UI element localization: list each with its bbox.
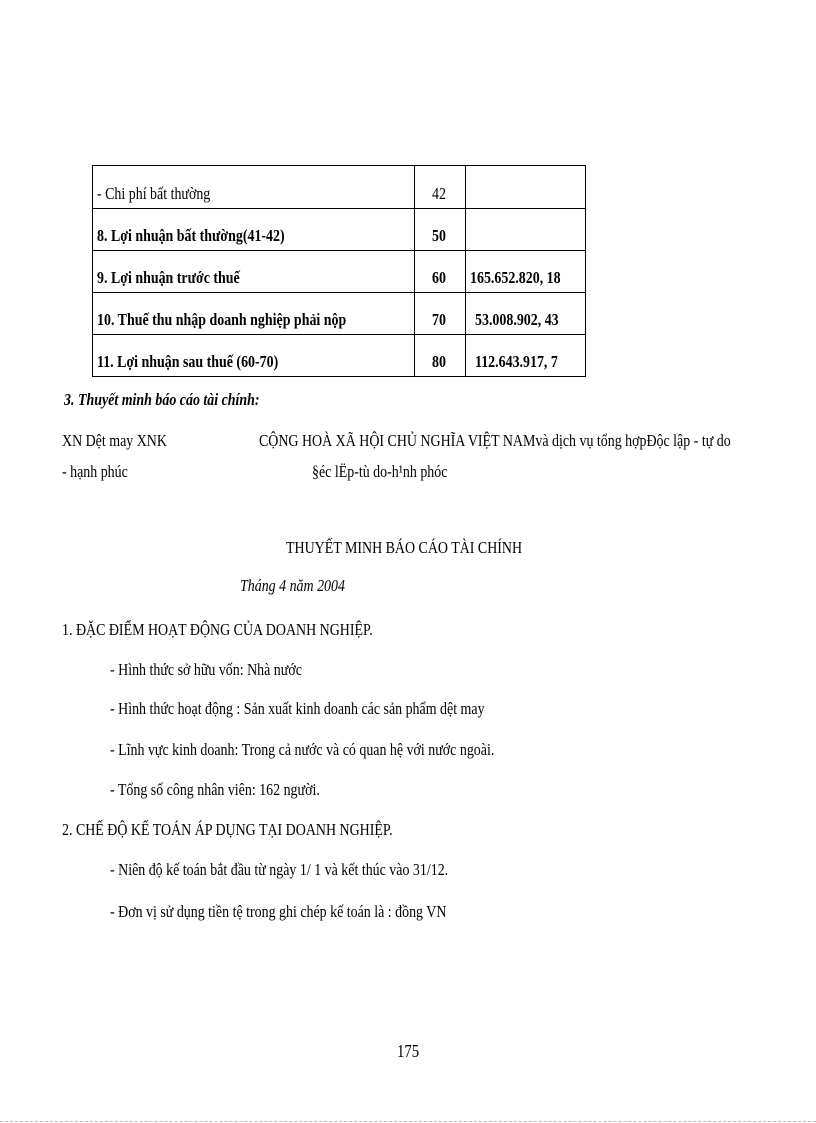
part1-heading: 1. ĐẶC ĐIỂM HOẠT ĐỘNG CỦA DOANH NGHIỆP. — [62, 620, 373, 639]
part2-heading: 2. CHẾ ĐỘ KẾ TOÁN ÁP DỤNG TẠI DOANH NGHIỆP. — [62, 820, 393, 839]
report-month: Tháng 4 năm 2004 — [240, 576, 345, 595]
row-label: 8. Lợi nhuận bất thường(41-42) — [97, 226, 285, 245]
table-row — [93, 335, 586, 377]
row-value: 112.643.917, 7 — [475, 352, 559, 371]
list-item: - Lĩnh vực kinh doanh: Trong cả nước và có quan hệ với nước ngoài. — [110, 740, 495, 759]
table-row — [93, 166, 586, 209]
motto-garbled-text: §éc lËp-tù do-h¹nh phóc — [312, 462, 448, 481]
list-item: - Tổng số công nhân viên: 162 người. — [110, 780, 320, 799]
page-bottom-divider — [0, 1121, 816, 1122]
list-item: - Đơn vị sử dụng tiền tệ trong ghi chép kế toán là : đồng VN — [110, 902, 447, 921]
row-value: 53.008.902, 43 — [474, 310, 559, 329]
report-title: THUYẾT MINH BÁO CÁO TÀI CHÍNH — [286, 538, 523, 557]
list-item: - Niên độ kế toán bắt đầu từ ngày 1/ 1 và kết thúc vào 31/12. — [110, 860, 449, 879]
row-label: 10. Thuế thu nhập doanh nghiệp phải nộp — [97, 310, 347, 329]
table-row — [93, 251, 586, 293]
financial-table — [92, 165, 586, 377]
table-row — [93, 209, 586, 251]
section-heading: 3. Thuyết minh báo cáo tài chính: — [64, 390, 260, 409]
motto-continuation: - hạnh phúc — [62, 462, 128, 481]
page-number: 175 — [397, 1041, 420, 1061]
row-label: 9. Lợi nhuận trước thuế — [97, 268, 240, 287]
row-code: 60 — [431, 268, 446, 287]
row-code: 50 — [431, 226, 446, 245]
row-code: 80 — [431, 352, 446, 371]
list-item: - Hình thức sở hữu vốn: Nhà nước — [110, 660, 302, 679]
row-code: 70 — [431, 310, 446, 329]
row-value: 165.652.820, 18 — [470, 268, 562, 287]
organization-name: XN Dệt may XNK — [62, 431, 167, 450]
row-label: - Chi phí bất thường — [97, 184, 211, 203]
row-code: 42 — [431, 184, 446, 203]
national-motto: CỘNG HOÀ XÃ HỘI CHỦ NGHĨA VIỆT NAMvà dịch vụ tổng hợpĐộc lập - tự do — [259, 431, 731, 450]
table-row — [93, 293, 586, 335]
row-label: 11. Lợi nhuận sau thuế (60-70) — [97, 352, 279, 371]
list-item: - Hình thức hoạt động : Sản xuất kinh doanh các sản phẩm dệt may — [110, 699, 485, 718]
